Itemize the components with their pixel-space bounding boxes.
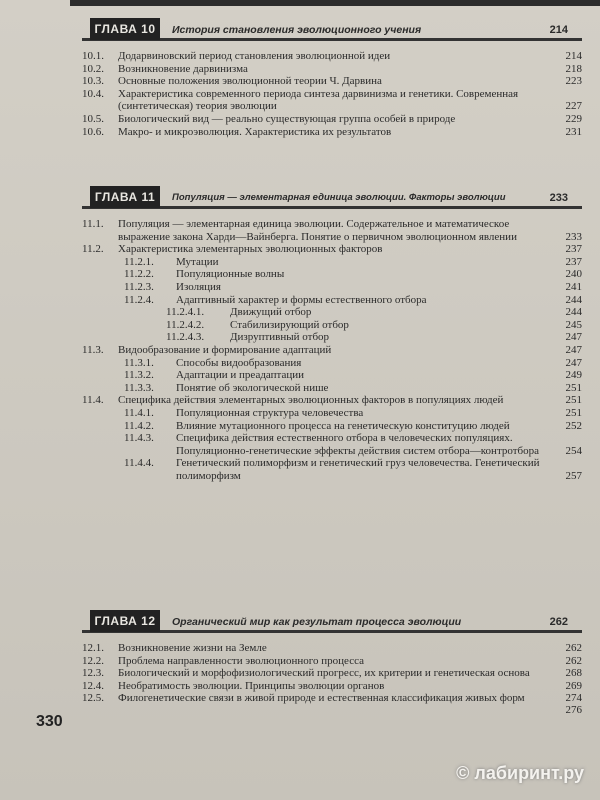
toc-entry-tail: [82, 705, 582, 717]
watermark-logo: © лабиринт.ру: [456, 763, 584, 783]
entry-number: 11.3.2.: [124, 369, 154, 382]
entry-number: 11.4.4.: [124, 457, 154, 470]
entry-page: 237: [565, 255, 582, 268]
chapter-title: [172, 24, 582, 36]
entry-number: 11.2.4.2.: [166, 318, 205, 331]
chapter-page: 233: [549, 192, 568, 204]
toc-entry[interactable]: [82, 126, 582, 139]
entry-number: 11.1.: [82, 218, 104, 230]
entry-text: Дизруптивный отбор: [230, 331, 330, 344]
entry-text: Возникновение жизни на Земле: [118, 642, 267, 654]
entry-text: Изоляция: [176, 280, 221, 293]
toc-entry[interactable]: [82, 256, 582, 269]
toc-list: [82, 50, 582, 138]
entry-page: 268: [565, 667, 582, 680]
entry-text: Филогенетические связи в живой природе и естественная классификация живых форм: [118, 692, 525, 705]
entry-page: 254: [565, 444, 582, 457]
entry-page: 231: [565, 125, 582, 138]
entry-number: 11.2.4.1.: [166, 306, 205, 319]
entry-text: Характеристика элементарных эволюционных факторов: [118, 243, 383, 256]
entry-text: Стабилизирующий отбор: [230, 318, 349, 331]
entry-text: Видообразование и формирование адаптаций: [118, 343, 332, 356]
entry-number: 11.4.2.: [124, 419, 154, 432]
entry-text: Влияние мутационного процесса на генетическую конституцию людей: [176, 419, 510, 432]
entry-text: Проблема направленности эволюционного процесса: [118, 654, 364, 667]
entry-text: Популяционные волны: [176, 268, 285, 281]
entry-page: 269: [565, 679, 582, 692]
toc-entry[interactable]: [82, 306, 582, 319]
entry-number: 12.3.: [82, 667, 104, 680]
entry-page: 229: [565, 112, 582, 125]
entry-page: 214: [565, 50, 582, 62]
entry-number: 10.6.: [82, 125, 104, 138]
entry-page: 274: [565, 692, 582, 705]
chapter-title: [172, 616, 582, 628]
toc-entry[interactable]: [82, 88, 582, 113]
toc-entry[interactable]: [82, 655, 582, 668]
entry-page: 247: [565, 343, 582, 356]
entry-number: 10.1.: [82, 50, 104, 62]
entry-text: Специфика действия элементарных эволюционных факторов в популяциях людей: [118, 394, 504, 407]
toc-entry[interactable]: [82, 667, 582, 680]
toc-entry[interactable]: [82, 369, 582, 382]
toc-list: [82, 218, 582, 482]
toc-entry[interactable]: [82, 281, 582, 294]
toc-entry[interactable]: [82, 113, 582, 126]
chapter-title-text: Органический мир как результат процесса эволюции: [172, 616, 462, 628]
entry-number: 12.4.: [82, 679, 104, 692]
entry-text: Необратимость эволюции. Принципы эволюции органов: [118, 679, 385, 692]
entry-text: Макро- и микроэволюция. Характеристика их результатов: [118, 125, 392, 138]
entry-page: 251: [565, 394, 582, 407]
entry-page: 262: [565, 654, 582, 667]
entry-number: 11.3.: [82, 343, 104, 356]
entry-text: Генетический полиморфизм и генетический груз человечества. Генетический полиморфизм: [176, 457, 540, 482]
toc-entry[interactable]: [82, 63, 582, 76]
chapter-title-text: Популяция — элементарная единица эволюции. Факторы эволюции: [172, 192, 506, 203]
toc-entry[interactable]: [82, 268, 582, 281]
toc-entry[interactable]: [82, 407, 582, 420]
entry-text: Возникновение дарвинизма: [118, 62, 248, 75]
toc-entry[interactable]: [82, 294, 582, 307]
entry-number: 10.2.: [82, 62, 104, 75]
toc-entry[interactable]: [82, 75, 582, 88]
entry-page: 218: [565, 62, 582, 75]
entry-page: 244: [565, 293, 582, 306]
entry-page: 247: [565, 331, 582, 344]
chapter-label: ГЛАВА 12: [90, 610, 160, 632]
entry-page: 257: [565, 469, 582, 482]
chapter-label: ГЛАВА 10: [90, 18, 160, 40]
entry-number: 12.2.: [82, 654, 104, 667]
entry-page: 227: [565, 100, 582, 113]
entry-text: Адаптации и преадаптации: [176, 369, 305, 382]
entry-page: 276: [565, 704, 582, 717]
toc-entry[interactable]: [82, 331, 582, 344]
entry-text: Основные положения эволюционной теории Ч. Дарвина: [118, 75, 382, 88]
entry-text: Специфика действия естественного отбора в человеческих популяциях. Популяционно-генетические эффекты действия систем отбора—контротбора: [176, 432, 540, 457]
entry-number: 11.2.1.: [124, 255, 154, 268]
entry-page: 240: [565, 268, 582, 281]
toc-entry[interactable]: [82, 218, 582, 243]
entry-number: 12.1.: [82, 642, 104, 654]
entry-page: 233: [565, 230, 582, 243]
toc-list: [82, 642, 582, 717]
entry-page: 237: [565, 243, 582, 256]
entry-number: 11.4.3.: [124, 432, 154, 445]
entry-text: Адаптивный характер и формы естественного отбора: [176, 293, 427, 306]
entry-number: 11.4.1.: [124, 406, 154, 419]
entry-number: 11.4.: [82, 394, 104, 407]
toc-entry[interactable]: [82, 357, 582, 370]
entry-text: Биологический вид — реально существующая группа особей в природе: [118, 112, 456, 125]
chapter-11: [82, 186, 582, 482]
entry-text: Популяция — элементарная единица эволюции. Содержательное и математическое выражение закона Харди—Вайнберга. Понятие о первичном эволюционном явлении: [118, 218, 517, 243]
chapter-header: [82, 610, 582, 634]
chapter-label: ГЛАВА 11: [90, 186, 160, 208]
chapter-12: [82, 610, 582, 717]
page-number: 330: [36, 713, 63, 730]
entry-page: 247: [565, 356, 582, 369]
toc-entry[interactable]: [82, 394, 582, 407]
entry-page: 241: [565, 280, 582, 293]
entry-page: 262: [565, 642, 582, 654]
entry-text: Додарвиновский период становления эволюционной идеи: [118, 50, 391, 62]
entry-number: 11.2.: [82, 243, 104, 256]
chapter-title: [172, 192, 582, 203]
entry-page: 223: [565, 75, 582, 88]
entry-number: 11.2.4.3.: [166, 331, 205, 344]
entry-text: Понятие об экологической нише: [176, 381, 329, 394]
toc-entry[interactable]: [82, 50, 582, 63]
entry-number: 11.2.4.: [124, 293, 154, 306]
entry-text: Мутации: [176, 255, 219, 268]
entry-text: Биологический и морфофизиологический прогресс, их критерии и генетическая основа: [118, 667, 530, 680]
toc-entry[interactable]: [82, 642, 582, 655]
top-rule: [70, 0, 600, 6]
entry-number: 11.3.1.: [124, 356, 154, 369]
toc-entry[interactable]: [82, 457, 582, 482]
toc-entry[interactable]: [82, 344, 582, 357]
toc-entry[interactable]: [82, 382, 582, 395]
entry-number: 10.3.: [82, 75, 104, 88]
toc-entry[interactable]: [82, 432, 582, 457]
chapter-10: [82, 18, 582, 138]
entry-text: Способы видообразования: [176, 356, 302, 369]
chapter-page: 262: [549, 616, 568, 628]
entry-number: 12.5.: [82, 692, 104, 705]
entry-page: 252: [565, 419, 582, 432]
entry-number: 10.5.: [82, 112, 104, 125]
toc-entry[interactable]: [82, 243, 582, 256]
entry-number: 11.2.2.: [124, 268, 154, 281]
entry-number: 10.4.: [82, 87, 104, 100]
toc-entry[interactable]: [82, 420, 582, 433]
chapter-page: 214: [549, 24, 568, 36]
entry-page: 249: [565, 369, 582, 382]
entry-page: 251: [565, 406, 582, 419]
entry-text: Характеристика современного периода синтеза дарвинизма и генетики. Современная (синтетическая) теория эволюции: [118, 87, 519, 113]
entry-number: 11.2.3.: [124, 280, 154, 293]
chapter-header: [82, 18, 582, 42]
entry-page: 251: [565, 381, 582, 394]
toc-entry[interactable]: [82, 692, 582, 705]
toc-entry[interactable]: [82, 680, 582, 693]
chapter-header: [82, 186, 582, 210]
chapter-title-text: История становления эволюционного учения: [172, 24, 422, 36]
entry-text: Движущий отбор: [230, 306, 312, 319]
toc-entry[interactable]: [82, 319, 582, 332]
entry-page: 245: [565, 318, 582, 331]
entry-text: Популяционная структура человечества: [176, 406, 364, 419]
entry-page: 244: [565, 306, 582, 319]
entry-number: 11.3.3.: [124, 381, 154, 394]
